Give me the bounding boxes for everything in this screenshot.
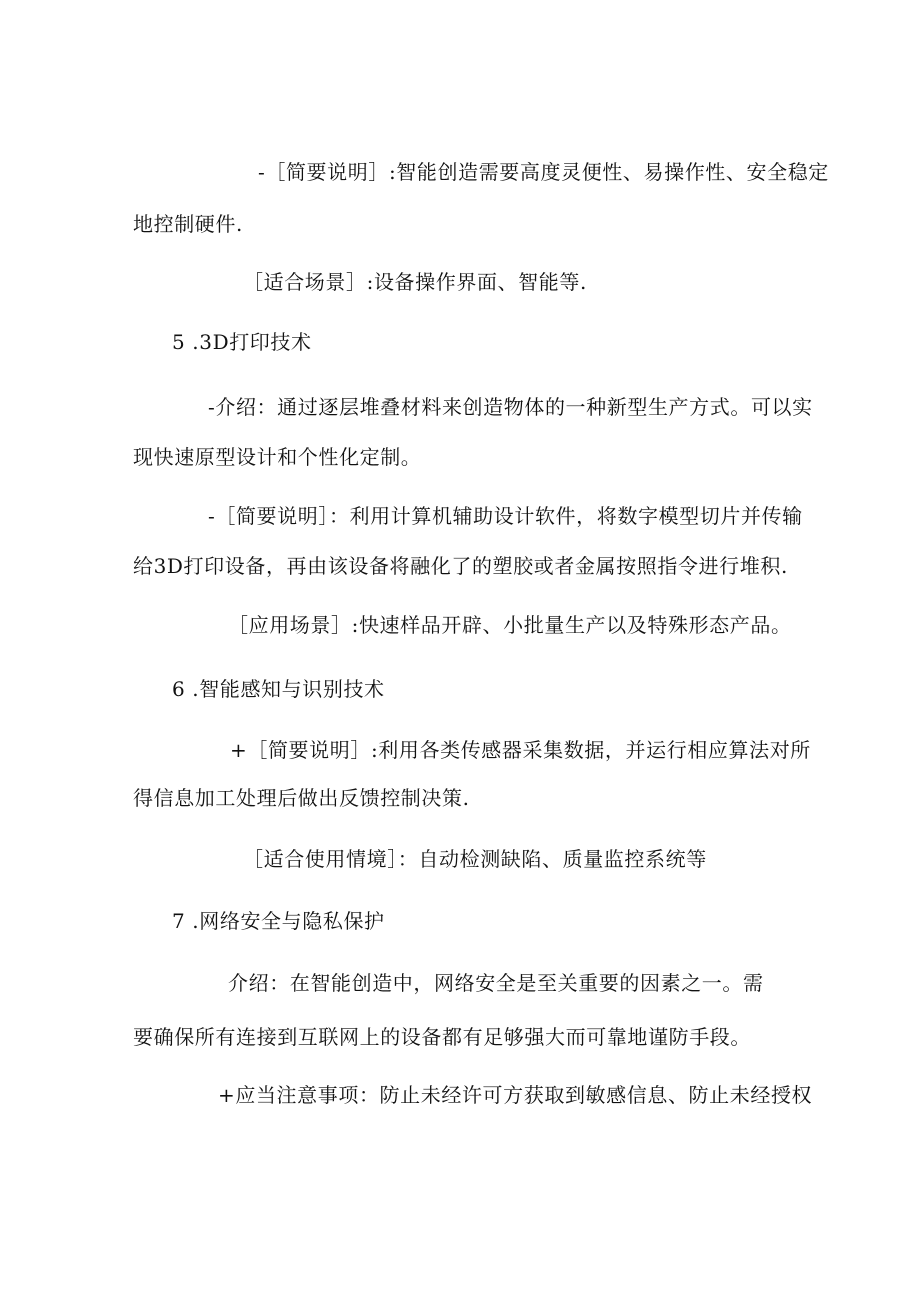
paragraph-line: ［适合场景］:设备操作界面、智能等. (243, 270, 587, 294)
section-heading: 5 .3D打印技术 (172, 330, 312, 354)
paragraph-line: +［简要说明］:利用各类传感器采集数据，并运行相应算法对所 (230, 738, 811, 762)
paragraph-line: ［适合使用情境］：自动检测缺陷、质量监控系统等 (243, 847, 707, 871)
paragraph-line: -［简要说明］：利用计算机辅助设计软件，将数字模型切片并传输 (208, 504, 803, 528)
paragraph-line: 要确保所有连接到互联网上的设备都有足够强大而可靠地谨防手段。 (133, 1025, 751, 1049)
paragraph-line: -介绍：通过逐层堆叠材料来创造物体的一种新型生产方式。可以实 (208, 395, 813, 419)
paragraph-line: ［应用场景］:快速样品开辟、小批量生产以及特殊形态产品。 (228, 613, 792, 637)
paragraph-line: 介绍：在智能创造中，网络安全是至关重要的因素之一。需 (228, 971, 764, 995)
section-heading: 6 .智能感知与识别技术 (172, 677, 385, 701)
paragraph-line: -［简要说明］:智能创造需要高度灵便性、易操作性、安全稳定 (258, 160, 829, 184)
paragraph-line: 给3D打印设备，再由该设备将融化了的塑胶或者金属按照指令进行堆积. (133, 554, 788, 578)
paragraph-line: 地控制硬件. (133, 212, 243, 236)
paragraph-line: 现快速原型设计和个性化定制。 (133, 445, 422, 469)
section-heading: 7 .网络安全与隐私保护 (172, 909, 385, 933)
paragraph-line: 得信息加工处理后做出反馈控制决策. (133, 786, 470, 810)
paragraph-line: +应当注意事项：防止未经许可方获取到敏感信息、防止未经授权 (218, 1083, 813, 1107)
